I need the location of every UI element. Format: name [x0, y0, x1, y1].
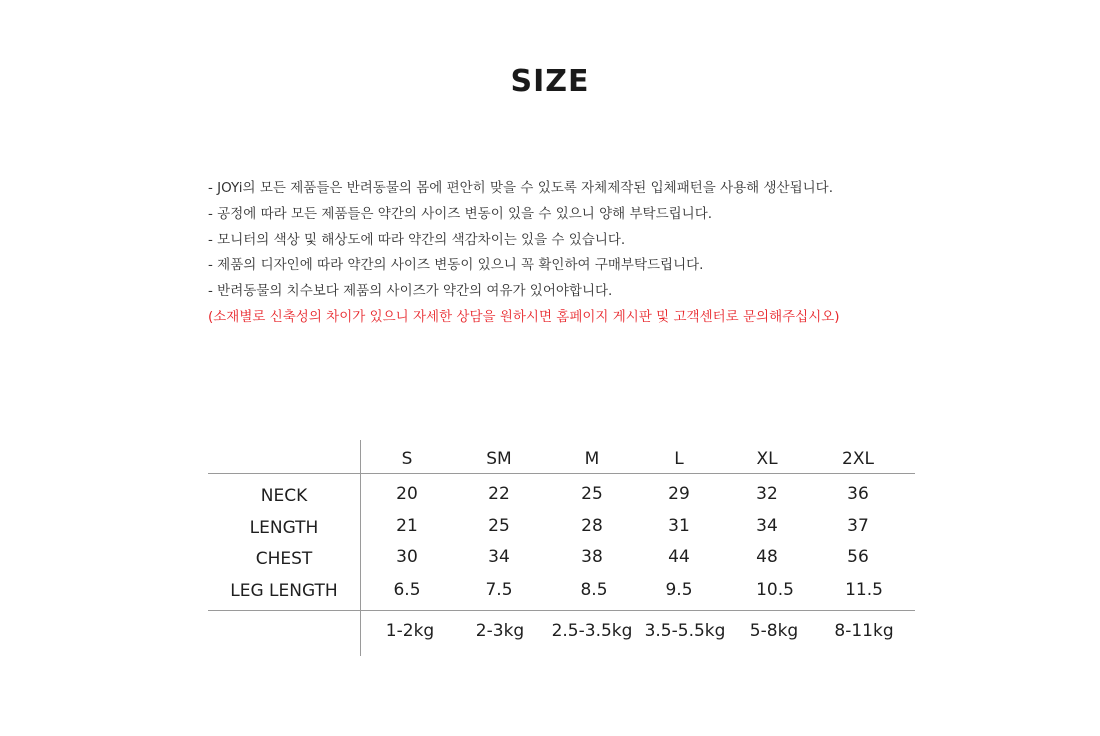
- note-line: - 제품의 디자인에 따라 약간의 사이즈 변동이 있으니 꼭 확인하여 구매부탁드립니다.: [208, 257, 704, 274]
- weight-cell: 2.5-3.5kg: [551, 621, 633, 641]
- table-cell: 34: [488, 547, 510, 567]
- size-header: SM: [486, 449, 512, 469]
- table-cell: 28: [581, 516, 603, 536]
- table-cell: 44: [668, 547, 690, 567]
- table-cell: 37: [847, 516, 869, 536]
- table-divider-footer: [208, 610, 915, 611]
- table-cell: 25: [581, 484, 603, 504]
- page-title: SIZE: [510, 64, 590, 99]
- weight-cell: 1-2kg: [385, 621, 435, 641]
- table-cell: 20: [396, 484, 418, 504]
- weight-cell: 8-11kg: [834, 621, 894, 641]
- table-cell: 38: [581, 547, 603, 567]
- table-cell: 36: [847, 484, 869, 504]
- table-cell: 30: [396, 547, 418, 567]
- row-label-chest: CHEST: [255, 549, 313, 569]
- table-cell: 29: [668, 484, 690, 504]
- table-cell: 56: [847, 547, 869, 567]
- size-header: XL: [756, 449, 778, 469]
- table-cell: 8.5: [580, 580, 608, 600]
- note-line: - 모니터의 색상 및 해상도에 따라 약간의 색감차이는 있을 수 있습니다.: [208, 231, 626, 248]
- size-header: S: [401, 449, 413, 469]
- row-label-length: LENGTH: [249, 518, 319, 538]
- table-cell: 34: [756, 516, 778, 536]
- size-table: [208, 440, 915, 656]
- table-cell: 21: [396, 516, 418, 536]
- table-cell: 10.5: [756, 580, 794, 600]
- note-line: - JOYi의 모든 제품들은 반려동물의 몸에 편안히 맞을 수 있도록 자체제작된 입체패턴을 사용해 생산됩니다.: [208, 180, 834, 196]
- size-header: L: [674, 449, 684, 469]
- table-cell: 22: [488, 484, 510, 504]
- row-label-leg-length: LEG LENGTH: [230, 581, 338, 601]
- table-cell: 6.5: [393, 580, 421, 600]
- table-cell: 48: [756, 547, 778, 567]
- notes-list: [208, 176, 968, 331]
- weight-cell: 5-8kg: [749, 621, 799, 641]
- table-divider-header: [208, 473, 915, 474]
- weight-cell: 2-3kg: [475, 621, 525, 641]
- table-cell: 9.5: [665, 580, 693, 600]
- table-cell: 31: [668, 516, 690, 536]
- size-header: 2XL: [842, 449, 874, 469]
- table-cell: 11.5: [845, 580, 883, 600]
- note-line: - 공정에 따라 모든 제품들은 약간의 사이즈 변동이 있을 수 있으니 양해 부탁드립니다.: [208, 205, 713, 222]
- table-cell: 25: [488, 516, 510, 536]
- row-label-neck: NECK: [260, 486, 308, 506]
- table-cell: 7.5: [485, 580, 513, 600]
- size-header: M: [584, 449, 600, 469]
- weight-cell: 3.5-5.5kg: [644, 621, 726, 641]
- table-cell: 32: [756, 484, 778, 504]
- note-line: - 반려동물의 치수보다 제품의 사이즈가 약간의 여유가 있어야합니다.: [208, 283, 613, 300]
- note-warning: (소재별로 신축성의 차이가 있으니 자세한 상담을 원하시면 홈페이지 게시판 및 고객센터로 문의해주십시오): [208, 308, 840, 325]
